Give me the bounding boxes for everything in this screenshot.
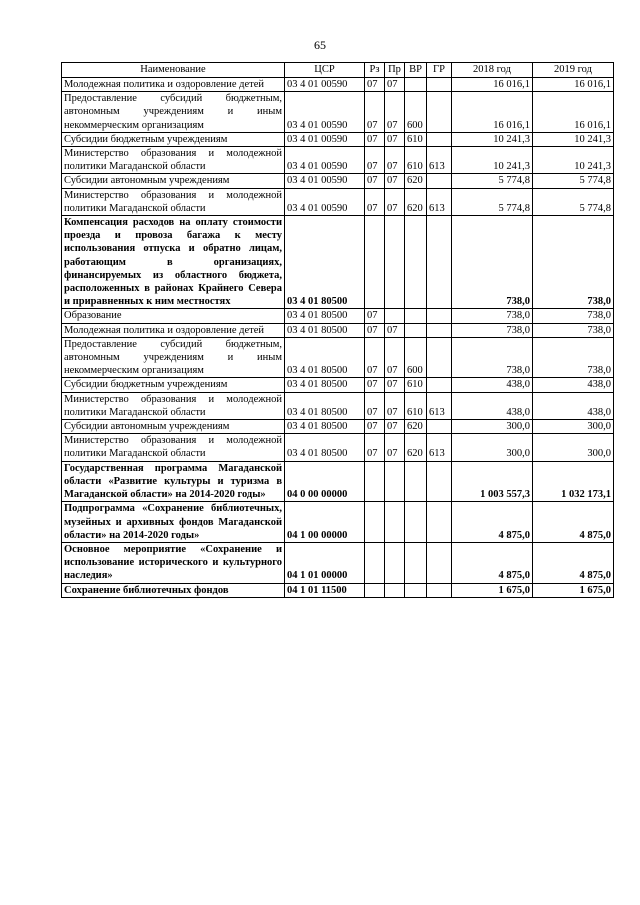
cell-rz [365,216,385,309]
table-body [62,78,614,598]
cell-pr [385,542,405,583]
cell-name: Компенсация расходов на оплату стоимости проезда и провоза багажа к месту использования отпуска и обратно лицам, работающим в организациях, финансируемых из областного бюджета, расположенных в районах Крайнего Севера и приравненных к ним местностях [62,216,285,309]
cell-gr: 613 [427,147,452,174]
cell-rz: 07 [365,188,385,215]
cell-name: Предоставление субсидий бюджетным, автономным учреждениям и иным некоммерческим организациям [62,92,285,133]
table-row [62,92,614,133]
cell-gr [427,78,452,92]
cell-gr [427,132,452,146]
cell-gr [427,502,452,543]
cell-2019: 5 774,8 [533,188,614,215]
cell-gr [427,216,452,309]
cell-gr [427,92,452,133]
cell-pr: 07 [385,188,405,215]
cell-gr [427,420,452,434]
cell-rz: 07 [365,337,385,378]
table-row [62,378,614,392]
header-name: Наименование [62,63,285,78]
cell-csr: 03 4 01 80500 [285,434,365,461]
header-gr: ГР [427,63,452,78]
cell-rz: 07 [365,78,385,92]
cell-2019: 300,0 [533,434,614,461]
page-number: 65 [314,38,326,52]
cell-vr: 610 [405,392,427,419]
table-row [62,542,614,583]
cell-gr [427,378,452,392]
header-2018: 2018 год [452,63,533,78]
cell-pr: 07 [385,92,405,133]
cell-2019: 5 774,8 [533,174,614,188]
cell-2018: 300,0 [452,420,533,434]
cell-2019: 438,0 [533,392,614,419]
cell-name: Субсидии автономным учреждениям [62,174,285,188]
cell-pr: 07 [385,323,405,337]
cell-csr: 03 4 01 80500 [285,337,365,378]
cell-2018: 16 016,1 [452,78,533,92]
cell-csr: 04 1 01 11500 [285,583,365,597]
cell-2019: 16 016,1 [533,78,614,92]
cell-2019: 1 032 173,1 [533,461,614,502]
cell-pr [385,583,405,597]
cell-2019: 1 675,0 [533,583,614,597]
cell-rz: 07 [365,147,385,174]
cell-name: Молодежная политика и оздоровление детей [62,78,285,92]
cell-vr: 610 [405,378,427,392]
cell-gr [427,542,452,583]
cell-rz: 07 [365,434,385,461]
cell-csr: 03 4 01 00590 [285,132,365,146]
table-row [62,147,614,174]
cell-pr [385,216,405,309]
cell-name: Основное мероприятие «Сохранение и использование исторического и культурного наследия» [62,542,285,583]
cell-pr: 07 [385,132,405,146]
table-row [62,323,614,337]
table-header-row [62,63,614,78]
cell-name: Сохранение библиотечных фондов [62,583,285,597]
cell-rz: 07 [365,378,385,392]
cell-vr [405,216,427,309]
table-row [62,583,614,597]
cell-name: Молодежная политика и оздоровление детей [62,323,285,337]
cell-2018: 5 774,8 [452,188,533,215]
cell-rz: 07 [365,392,385,419]
cell-pr: 07 [385,147,405,174]
table-row [62,461,614,502]
cell-csr: 03 4 01 80500 [285,420,365,434]
cell-2018: 16 016,1 [452,92,533,133]
table-row [62,337,614,378]
cell-2019: 738,0 [533,337,614,378]
cell-pr: 07 [385,337,405,378]
cell-csr: 03 4 01 00590 [285,188,365,215]
table-row [62,502,614,543]
cell-vr [405,542,427,583]
cell-name: Министерство образования и молодежной политики Магаданской области [62,392,285,419]
cell-rz [365,583,385,597]
cell-vr [405,583,427,597]
cell-2018: 738,0 [452,337,533,378]
cell-2018: 5 774,8 [452,174,533,188]
header-csr: ЦСР [285,63,365,78]
cell-vr [405,502,427,543]
cell-csr: 03 4 01 00590 [285,78,365,92]
cell-2019: 738,0 [533,309,614,323]
cell-2018: 438,0 [452,392,533,419]
cell-gr [427,174,452,188]
cell-rz: 07 [365,92,385,133]
cell-rz [365,502,385,543]
table-row [62,78,614,92]
cell-gr [427,461,452,502]
cell-gr [427,337,452,378]
cell-vr [405,323,427,337]
cell-pr: 07 [385,378,405,392]
cell-csr: 03 4 01 80500 [285,378,365,392]
cell-vr: 620 [405,174,427,188]
cell-2019: 4 875,0 [533,542,614,583]
table-row [62,309,614,323]
cell-vr [405,461,427,502]
cell-2018: 10 241,3 [452,147,533,174]
cell-2018: 1 675,0 [452,583,533,597]
cell-name: Министерство образования и молодежной политики Магаданской области [62,147,285,174]
cell-csr: 04 1 01 00000 [285,542,365,583]
cell-pr: 07 [385,174,405,188]
cell-rz [365,542,385,583]
table-row [62,188,614,215]
cell-vr: 610 [405,132,427,146]
cell-csr: 03 4 01 80500 [285,323,365,337]
cell-2018: 300,0 [452,434,533,461]
cell-rz: 07 [365,309,385,323]
cell-2019: 738,0 [533,216,614,309]
cell-2019: 738,0 [533,323,614,337]
cell-vr: 620 [405,420,427,434]
cell-vr: 600 [405,337,427,378]
cell-2019: 16 016,1 [533,92,614,133]
cell-gr [427,309,452,323]
cell-pr: 07 [385,392,405,419]
cell-name: Субсидии автономным учреждениям [62,420,285,434]
header-vr: ВР [405,63,427,78]
table-row [62,132,614,146]
cell-2018: 4 875,0 [452,542,533,583]
cell-csr: 03 4 01 80500 [285,309,365,323]
cell-name: Государственная программа Магаданской области «Развитие культуры и туризма в Магаданской области» на 2014-2020 годы» [62,461,285,502]
cell-2019: 4 875,0 [533,502,614,543]
cell-gr [427,323,452,337]
cell-name: Министерство образования и молодежной политики Магаданской области [62,434,285,461]
budget-table [61,62,614,598]
cell-2018: 738,0 [452,323,533,337]
cell-rz: 07 [365,420,385,434]
cell-2018: 738,0 [452,216,533,309]
table-row [62,216,614,309]
cell-csr: 03 4 01 00590 [285,174,365,188]
header-2019: 2019 год [533,63,614,78]
table-row [62,392,614,419]
table-row [62,434,614,461]
header-pr: Пр [385,63,405,78]
cell-pr [385,461,405,502]
cell-csr: 03 4 01 80500 [285,392,365,419]
cell-gr: 613 [427,434,452,461]
cell-gr: 613 [427,392,452,419]
cell-rz [365,461,385,502]
cell-name: Образование [62,309,285,323]
cell-pr [385,502,405,543]
cell-rz: 07 [365,174,385,188]
cell-csr: 04 0 00 00000 [285,461,365,502]
cell-2018: 1 003 557,3 [452,461,533,502]
header-rz: Рз [365,63,385,78]
cell-pr: 07 [385,420,405,434]
cell-pr: 07 [385,78,405,92]
cell-csr: 04 1 00 00000 [285,502,365,543]
cell-pr [385,309,405,323]
cell-2018: 4 875,0 [452,502,533,543]
cell-2019: 438,0 [533,378,614,392]
cell-vr [405,78,427,92]
cell-name: Субсидии бюджетным учреждениям [62,378,285,392]
cell-gr: 613 [427,188,452,215]
table-row [62,174,614,188]
cell-2018: 10 241,3 [452,132,533,146]
cell-pr: 07 [385,434,405,461]
cell-2019: 10 241,3 [533,132,614,146]
cell-2019: 10 241,3 [533,147,614,174]
cell-vr: 600 [405,92,427,133]
cell-gr [427,583,452,597]
cell-vr [405,309,427,323]
cell-rz: 07 [365,323,385,337]
cell-rz: 07 [365,132,385,146]
cell-name: Субсидии бюджетным учреждениям [62,132,285,146]
cell-name: Подпрограмма «Сохранение библиотечных, музейных и архивных фондов Магаданской области» на 2014-2020 годы» [62,502,285,543]
cell-vr: 620 [405,188,427,215]
cell-2019: 300,0 [533,420,614,434]
table-row [62,420,614,434]
cell-vr: 620 [405,434,427,461]
cell-vr: 610 [405,147,427,174]
cell-name: Министерство образования и молодежной политики Магаданской области [62,188,285,215]
cell-csr: 03 4 01 00590 [285,147,365,174]
cell-csr: 03 4 01 80500 [285,216,365,309]
cell-csr: 03 4 01 00590 [285,92,365,133]
cell-2018: 738,0 [452,309,533,323]
cell-name: Предоставление субсидий бюджетным, автономным учреждениям и иным некоммерческим организациям [62,337,285,378]
cell-2018: 438,0 [452,378,533,392]
